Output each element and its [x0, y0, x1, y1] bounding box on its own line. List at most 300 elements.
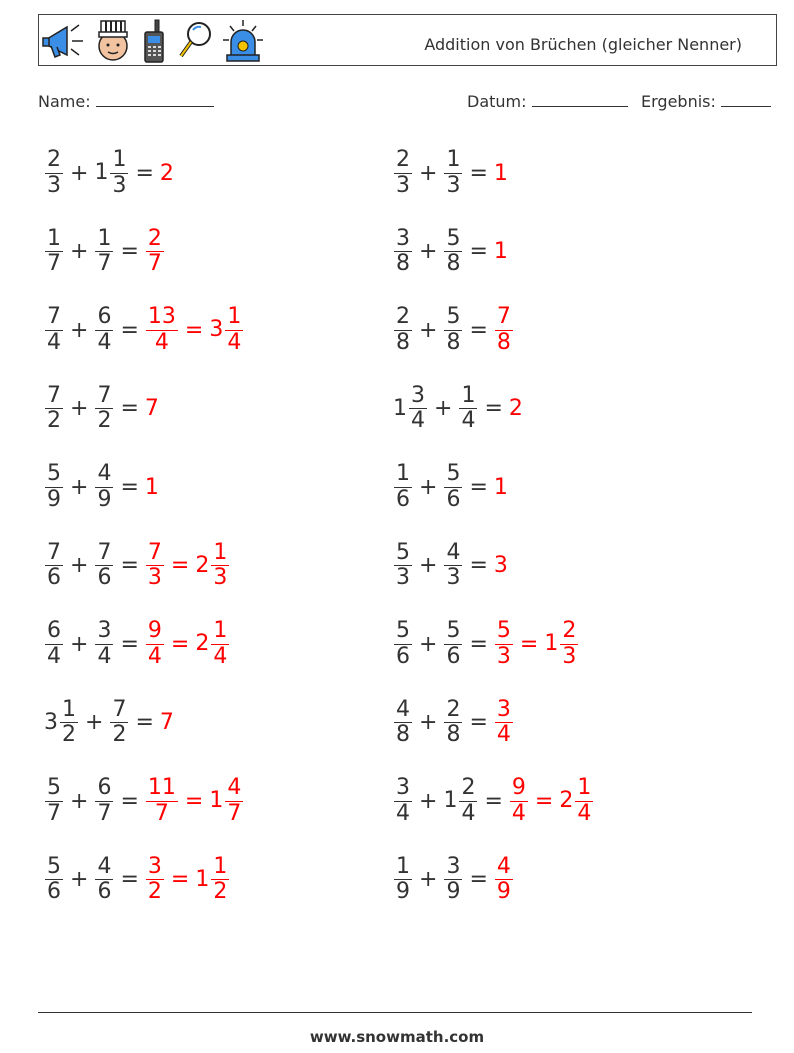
- numerator: 3: [411, 382, 425, 408]
- mixed-number: [145, 776, 179, 825]
- numerator: 2: [461, 775, 476, 801]
- equals-sign: =: [120, 553, 139, 578]
- mixed-number: [494, 161, 509, 186]
- denominator: 3: [47, 172, 61, 198]
- numerator: 6: [97, 304, 112, 330]
- answer: [494, 553, 509, 578]
- denominator: 9: [446, 879, 461, 904]
- problem-row: [44, 217, 165, 287]
- mixed-number: [195, 855, 230, 904]
- numerator: 1: [461, 382, 476, 408]
- denominator: 8: [446, 251, 461, 276]
- fraction: [95, 776, 113, 825]
- mixed-number: [44, 384, 64, 433]
- numerator: 13: [147, 304, 176, 330]
- mixed-number: [443, 305, 463, 354]
- mixed-number: [44, 698, 79, 747]
- fraction: [45, 148, 63, 197]
- equals-sign: =: [469, 474, 488, 500]
- mixed-number: [44, 541, 64, 590]
- mixed-number: [509, 776, 529, 825]
- answer: [494, 239, 509, 264]
- fraction: [394, 619, 412, 668]
- mixed-number: [494, 619, 514, 668]
- denominator: 4: [47, 643, 61, 669]
- answer-equals-sign: =: [519, 631, 539, 657]
- equals-sign: =: [469, 317, 488, 343]
- denominator: 9: [396, 879, 410, 904]
- equals-sign: =: [120, 631, 139, 657]
- mixed-number: [160, 161, 175, 186]
- answer: [160, 161, 175, 186]
- whole-part: 1: [94, 160, 109, 185]
- numerator: 5: [396, 539, 410, 565]
- plus-sign: +: [85, 710, 104, 735]
- numerator: 1: [213, 539, 228, 565]
- mixed-number: [443, 148, 463, 197]
- denominator: 4: [147, 643, 162, 669]
- denominator: 4: [154, 329, 169, 355]
- header-icons: [41, 17, 265, 65]
- numerator: 7: [47, 539, 61, 565]
- denominator: 2: [62, 722, 76, 747]
- problem-row: [44, 295, 244, 365]
- mixed-number: [443, 855, 463, 904]
- denominator: 2: [213, 879, 228, 904]
- mixed-number: [145, 227, 165, 276]
- mixed-number: [94, 227, 114, 276]
- whole-part: 2: [195, 631, 210, 656]
- numerator: 1: [577, 775, 592, 801]
- equals-sign: =: [135, 710, 154, 735]
- fraction: [495, 619, 513, 668]
- numerator: 7: [147, 539, 162, 565]
- equals-sign: =: [120, 239, 139, 264]
- denominator: 8: [496, 329, 511, 355]
- mixed-number: [443, 776, 478, 825]
- problem-row: [44, 531, 230, 601]
- numerator: 5: [446, 618, 461, 644]
- answer: [209, 305, 244, 354]
- equals-sign: =: [120, 867, 139, 892]
- answer: [145, 227, 165, 276]
- mixed-number: [393, 148, 413, 197]
- equals-sign: =: [120, 396, 139, 421]
- denominator: 7: [154, 800, 169, 826]
- fraction: [394, 227, 412, 276]
- numerator: 5: [396, 618, 410, 644]
- plus-sign: +: [70, 317, 89, 343]
- mixed-number: [393, 227, 413, 276]
- numerator: 3: [396, 225, 410, 251]
- fraction: [510, 776, 528, 825]
- fraction: [444, 698, 462, 747]
- numerator: 1: [62, 696, 76, 722]
- numerator: 1: [97, 225, 112, 251]
- numerator: 4: [97, 461, 112, 487]
- numerator: 7: [97, 382, 112, 408]
- fraction: [146, 227, 164, 276]
- denominator: 2: [112, 722, 127, 747]
- numerator: 7: [97, 539, 112, 565]
- numerator: 3: [97, 618, 112, 644]
- answer: [145, 475, 160, 500]
- denominator: 6: [97, 879, 112, 904]
- numerator: 5: [446, 304, 461, 330]
- denominator: 4: [511, 800, 526, 826]
- numerator: 5: [446, 461, 461, 487]
- fraction: [495, 698, 513, 747]
- fraction: [95, 227, 113, 276]
- answer: [195, 541, 230, 590]
- equals-sign: =: [120, 474, 139, 500]
- numerator: 1: [213, 853, 228, 879]
- fraction: [444, 148, 462, 197]
- numerator: 3: [396, 775, 410, 801]
- numerator: 4: [496, 853, 511, 879]
- mixed-number: [145, 475, 160, 500]
- mixed-number: [393, 384, 428, 433]
- fraction: [444, 462, 462, 511]
- equals-sign: =: [484, 396, 503, 421]
- problem-row: [44, 688, 175, 758]
- mixed-number: [494, 239, 509, 264]
- mixed-number: [160, 710, 175, 735]
- fraction: [146, 776, 178, 825]
- fraction: [211, 619, 229, 668]
- whole-part: 1: [493, 160, 508, 186]
- numerator: 6: [97, 775, 112, 801]
- mixed-number: [393, 305, 413, 354]
- denominator: 2: [47, 408, 61, 433]
- problem-row: [44, 845, 230, 915]
- fraction: [95, 855, 113, 904]
- mixed-number: [458, 384, 478, 433]
- answer-equals-sign: =: [170, 553, 190, 578]
- fraction: [394, 855, 412, 904]
- numerator: 1: [112, 147, 127, 173]
- equals-sign: =: [469, 867, 488, 892]
- problem-row: [44, 609, 230, 679]
- mixed-number: [559, 776, 594, 825]
- siren-icon: [221, 18, 265, 64]
- mixed-number: [94, 855, 114, 904]
- ergebnis-field: [641, 92, 771, 111]
- plus-sign: +: [419, 239, 438, 264]
- mixed-number: [44, 619, 64, 668]
- mixed-number: [44, 305, 64, 354]
- mixed-number: [544, 619, 579, 668]
- equals-sign: =: [469, 710, 488, 735]
- denominator: 2: [97, 408, 112, 433]
- answer: [195, 619, 230, 668]
- whole-part: 2: [195, 552, 210, 578]
- denominator: 3: [213, 565, 228, 590]
- plus-sign: +: [70, 631, 89, 657]
- mixed-number: [145, 619, 165, 668]
- plus-sign: +: [419, 710, 438, 735]
- answer: [494, 619, 514, 668]
- numerator: 2: [562, 618, 577, 644]
- fraction: [394, 148, 412, 197]
- fraction: [394, 462, 412, 511]
- answer: [209, 776, 244, 825]
- mixed-number: [209, 776, 244, 825]
- mixed-number: [94, 305, 114, 354]
- fraction: [95, 384, 113, 433]
- fraction: [95, 305, 113, 354]
- answer: [145, 396, 160, 421]
- fraction: [394, 698, 412, 747]
- fraction: [45, 462, 63, 511]
- whole-part: 3: [44, 709, 58, 735]
- whole-part: 2: [559, 788, 574, 813]
- answer-equals-sign: =: [184, 317, 204, 343]
- fraction: [146, 305, 178, 354]
- answer: [145, 541, 165, 590]
- numerator: 7: [496, 304, 511, 330]
- problem-row: [393, 217, 509, 287]
- mixed-number: [393, 855, 413, 904]
- footer-url: www.snowmath.com: [309, 1028, 485, 1046]
- mixed-number: [145, 855, 165, 904]
- plus-sign: +: [419, 788, 438, 814]
- plus-sign: +: [419, 631, 438, 657]
- worksheet-title: Addition von Brüchen (gleicher Nenner): [424, 35, 742, 54]
- plus-sign: +: [419, 553, 438, 578]
- denominator: 9: [496, 879, 511, 904]
- problem-row: [44, 452, 160, 522]
- equals-sign: =: [469, 239, 488, 264]
- fraction: [495, 855, 513, 904]
- numerator: 5: [47, 853, 61, 879]
- denominator: 8: [446, 329, 461, 355]
- numerator: 3: [147, 853, 162, 879]
- numerator: 3: [446, 853, 461, 879]
- numerator: 5: [446, 225, 461, 251]
- denominator: 2: [147, 879, 162, 904]
- mixed-number: [209, 305, 244, 354]
- mixed-number: [443, 541, 463, 590]
- fraction: [444, 855, 462, 904]
- worksheet-header: [38, 14, 777, 66]
- denominator: 6: [446, 643, 461, 669]
- denominator: 6: [97, 565, 112, 590]
- plus-sign: +: [419, 317, 438, 343]
- mixed-number: [109, 698, 129, 747]
- whole-part: 7: [144, 396, 159, 421]
- problem-row: [393, 688, 514, 758]
- fraction: [110, 148, 128, 197]
- plus-sign: +: [70, 239, 89, 264]
- fraction: [60, 698, 78, 747]
- numerator: 5: [47, 461, 61, 487]
- problem-row: [393, 138, 509, 208]
- denominator: 4: [213, 643, 228, 669]
- whole-part: 1: [195, 866, 210, 892]
- answer: [494, 161, 509, 186]
- problem-row: [393, 452, 509, 522]
- mixed-number: [494, 305, 514, 354]
- denominator: 4: [97, 329, 112, 355]
- plus-sign: +: [419, 867, 438, 892]
- numerator: 2: [396, 147, 410, 173]
- fraction: [45, 541, 63, 590]
- denominator: 7: [147, 251, 162, 276]
- denominator: 8: [396, 251, 410, 276]
- fraction: [146, 619, 164, 668]
- plus-sign: +: [419, 160, 438, 186]
- mixed-number: [44, 855, 64, 904]
- numerator: 5: [47, 775, 61, 801]
- mixed-number: [94, 384, 114, 433]
- fraction: [575, 776, 593, 825]
- numerator: 7: [112, 696, 127, 722]
- problem-row: [393, 766, 594, 836]
- whole-part: 1: [493, 474, 508, 500]
- fraction: [45, 776, 63, 825]
- answer: [145, 855, 165, 904]
- mixed-number: [145, 305, 179, 354]
- denominator: 3: [496, 643, 511, 669]
- numerator: 1: [47, 225, 61, 251]
- megaphone-icon: [41, 19, 87, 63]
- whole-part: 1: [544, 631, 559, 656]
- fraction: [146, 541, 164, 590]
- problem-row: [44, 766, 244, 836]
- numerator: 6: [47, 618, 61, 644]
- whole-part: 1: [393, 395, 407, 421]
- whole-part: 1: [443, 788, 458, 813]
- numerator: 2: [47, 147, 61, 173]
- equals-sign: =: [469, 553, 488, 578]
- ergebnis-blank[interactable]: [721, 92, 771, 107]
- denominator: 3: [112, 172, 127, 198]
- fraction: [444, 305, 462, 354]
- answer-equals-sign: =: [534, 788, 554, 814]
- mixed-number: [145, 541, 165, 590]
- denominator: 4: [411, 408, 425, 433]
- fraction: [444, 541, 462, 590]
- answer: [494, 475, 509, 500]
- whole-part: 1: [144, 474, 159, 500]
- mixed-number: [443, 619, 463, 668]
- whole-part: 1: [493, 239, 508, 264]
- fraction: [211, 855, 229, 904]
- answer: [160, 710, 175, 735]
- mixed-number: [94, 148, 129, 197]
- datum-field: [467, 92, 628, 111]
- fraction: [495, 305, 513, 354]
- numerator: 1: [446, 147, 461, 173]
- numerator: 9: [511, 775, 526, 801]
- plus-sign: +: [70, 474, 89, 500]
- denominator: 4: [461, 800, 476, 826]
- equals-sign: =: [120, 788, 139, 814]
- problem-row: [44, 138, 175, 208]
- numerator: 2: [446, 696, 461, 722]
- equals-sign: =: [469, 631, 488, 657]
- mixed-number: [443, 227, 463, 276]
- numerator: 4: [227, 775, 242, 801]
- fraction: [444, 227, 462, 276]
- denominator: 3: [396, 565, 410, 590]
- numerator: 5: [496, 618, 511, 644]
- datum-blank[interactable]: [532, 92, 628, 107]
- walkie-talkie-icon: [139, 18, 169, 64]
- person-icon: [93, 18, 133, 64]
- numerator: 4: [97, 853, 112, 879]
- denominator: 7: [227, 800, 242, 826]
- denominator: 4: [461, 408, 476, 433]
- name-label: Name:: [38, 92, 91, 111]
- mixed-number: [94, 462, 114, 511]
- name-field: [38, 92, 214, 111]
- fraction: [394, 776, 412, 825]
- mixed-number: [443, 462, 463, 511]
- whole-part: 7: [159, 710, 174, 735]
- denominator: 3: [396, 172, 410, 198]
- denominator: 6: [396, 643, 410, 669]
- numerator: 9: [147, 618, 162, 644]
- whole-part: 3: [493, 553, 508, 578]
- mixed-number: [44, 776, 64, 825]
- plus-sign: +: [70, 867, 89, 892]
- numerator: 7: [47, 382, 61, 408]
- plus-sign: +: [70, 788, 89, 814]
- numerator: 1: [227, 304, 242, 330]
- fraction: [45, 384, 63, 433]
- mixed-number: [44, 148, 64, 197]
- mixed-number: [393, 698, 413, 747]
- mixed-number: [393, 462, 413, 511]
- mixed-number: [44, 462, 64, 511]
- fraction: [95, 541, 113, 590]
- name-blank[interactable]: [96, 92, 214, 107]
- fraction: [394, 541, 412, 590]
- answer: [494, 305, 514, 354]
- fraction: [211, 541, 229, 590]
- plus-sign: +: [70, 396, 89, 421]
- equals-sign: =: [469, 160, 488, 186]
- answer: [195, 855, 230, 904]
- fraction: [560, 619, 578, 668]
- mixed-number: [44, 227, 64, 276]
- datum-label: Datum:: [467, 92, 527, 111]
- mixed-number: [443, 698, 463, 747]
- answer-equals-sign: =: [184, 788, 204, 814]
- denominator: 3: [446, 172, 461, 198]
- denominator: 4: [227, 329, 242, 355]
- fraction: [146, 855, 164, 904]
- answer: [494, 855, 514, 904]
- denominator: 4: [396, 800, 410, 826]
- mixed-number: [494, 475, 509, 500]
- fraction: [95, 619, 113, 668]
- denominator: 3: [147, 565, 162, 590]
- denominator: 6: [47, 879, 61, 904]
- fraction: [409, 384, 427, 433]
- mixed-number: [145, 396, 160, 421]
- denominator: 7: [97, 800, 112, 826]
- numerator: 4: [446, 539, 461, 565]
- answer-equals-sign: =: [170, 867, 190, 892]
- numerator: 1: [396, 853, 410, 879]
- problem-row: [393, 374, 524, 444]
- ergebnis-label: Ergebnis:: [641, 92, 716, 111]
- numerator: 1: [213, 618, 228, 644]
- answer: [145, 305, 179, 354]
